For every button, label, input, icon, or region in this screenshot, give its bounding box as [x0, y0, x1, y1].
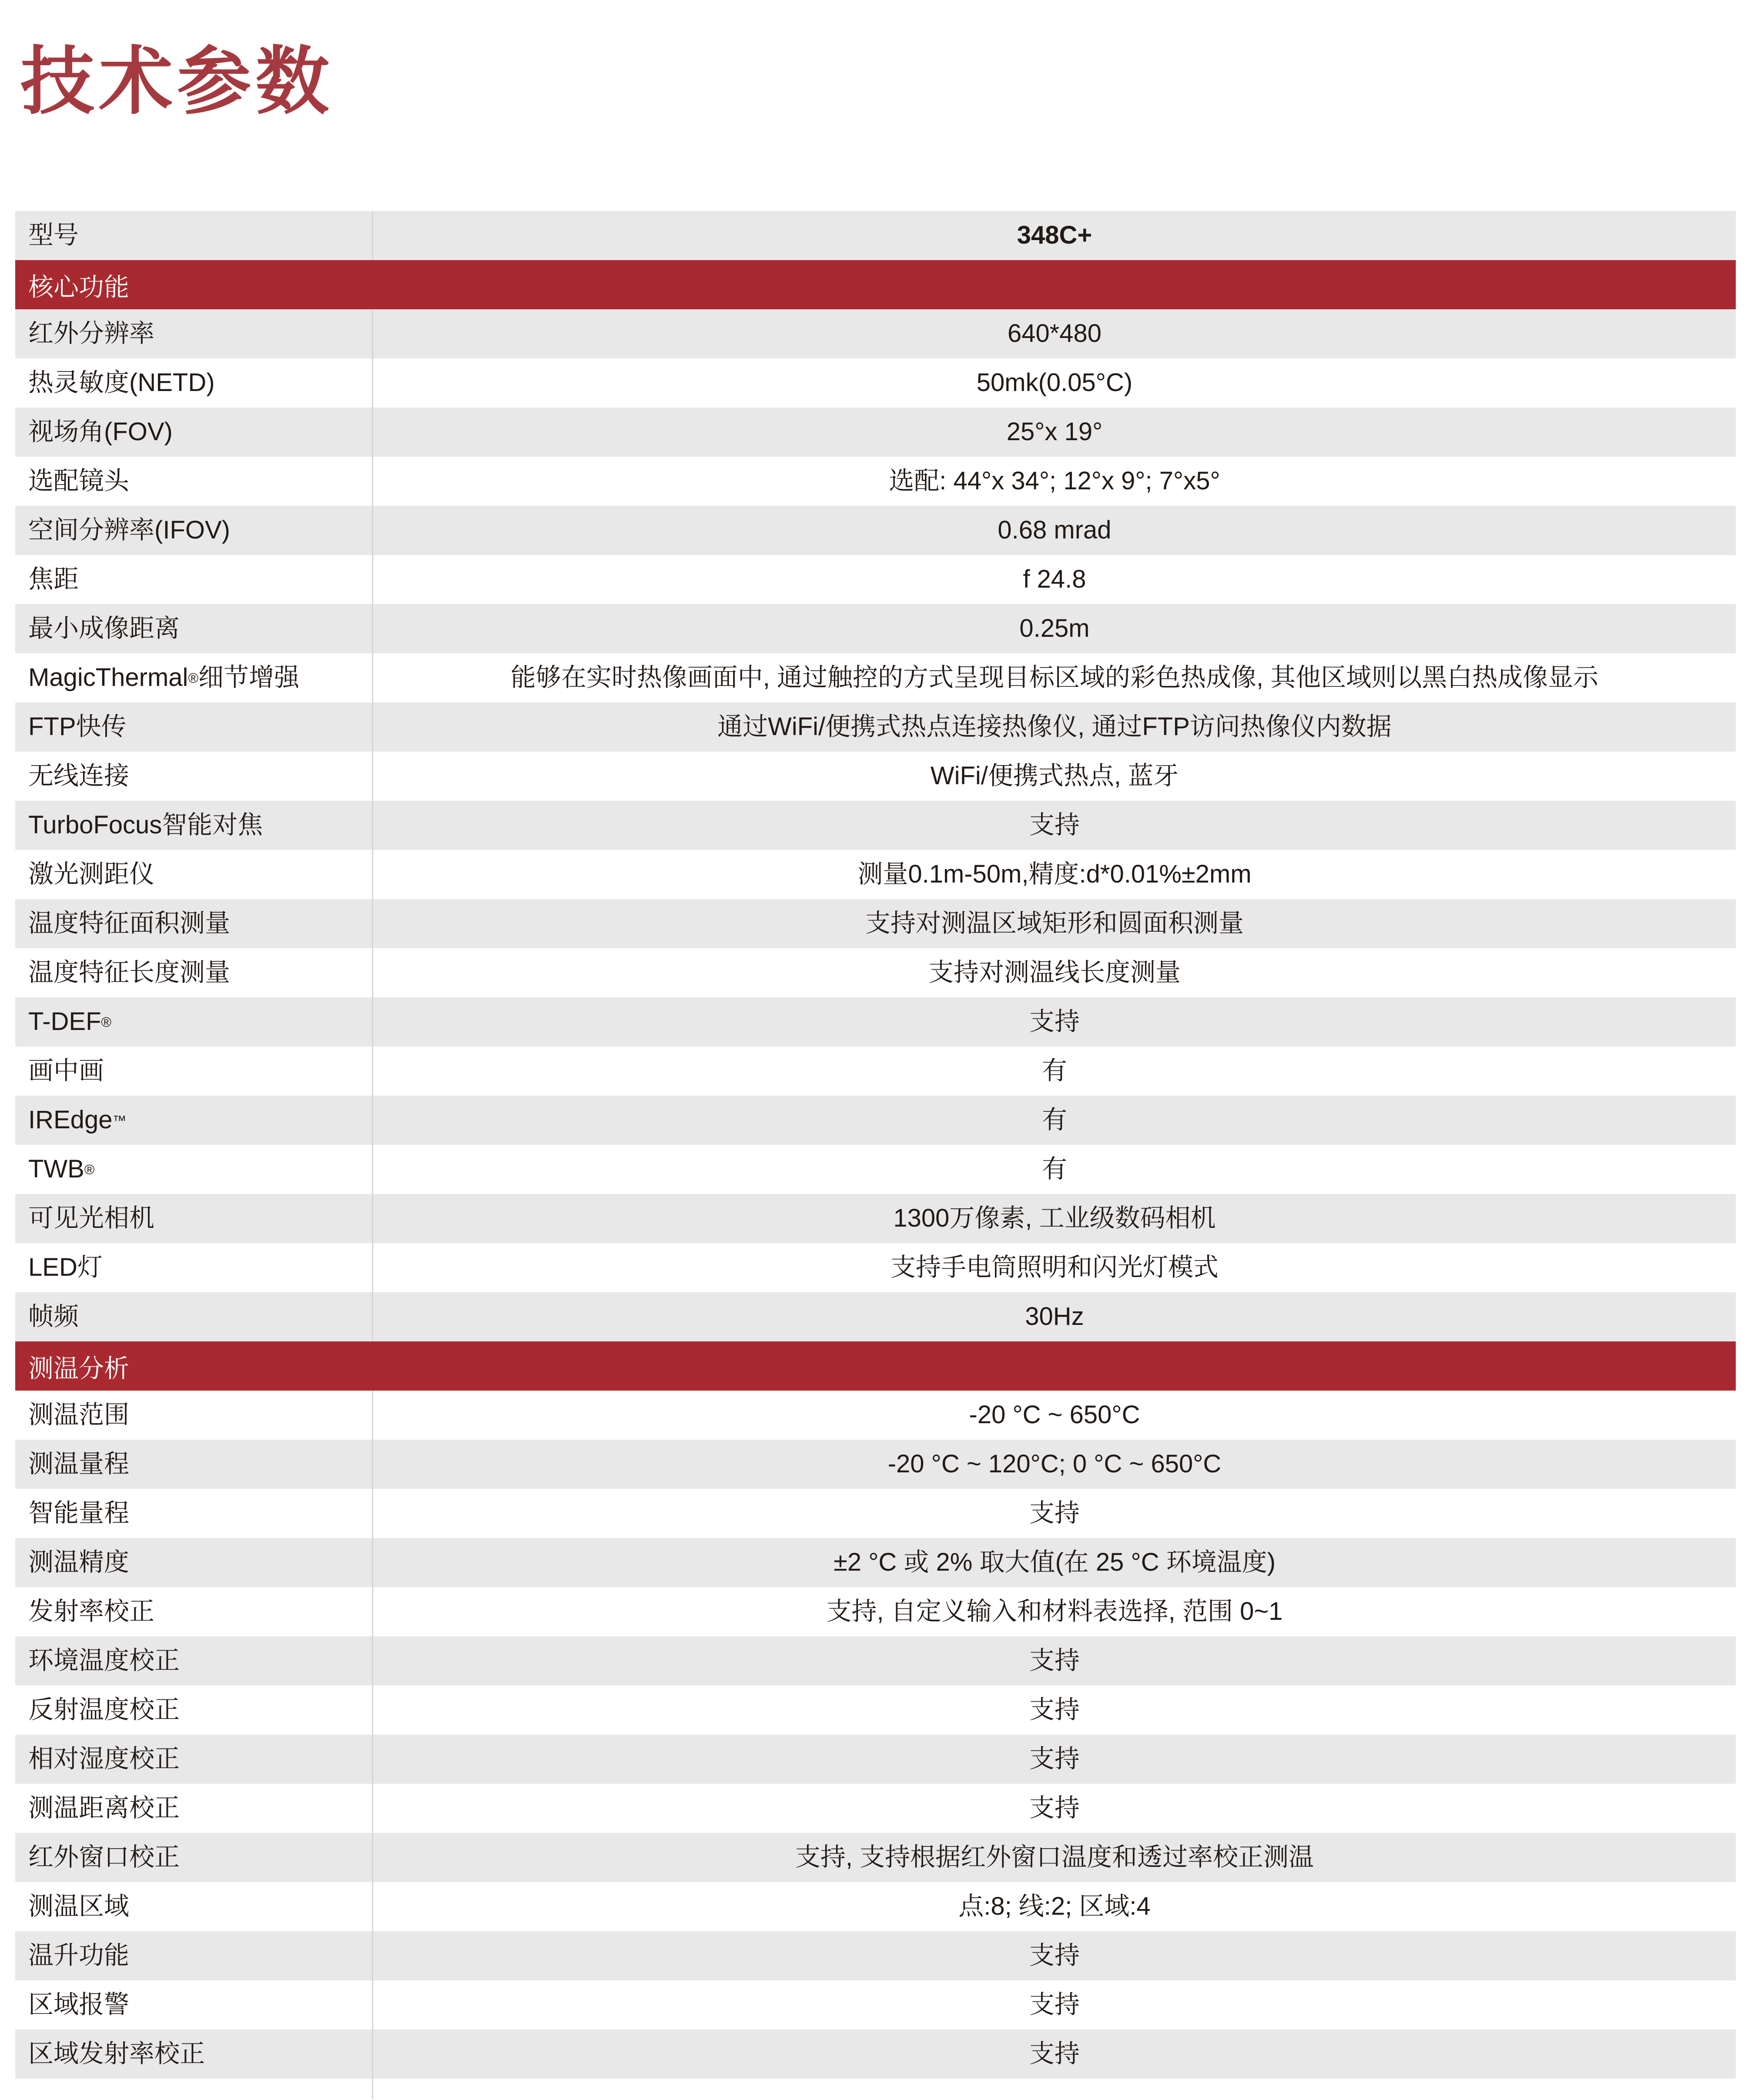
spec-value: 有: [1041, 1155, 1067, 1184]
spec-label: 红外分辨率: [15, 309, 373, 358]
spec-value: 支持手电筒照明和闪光灯模式: [890, 1253, 1219, 1282]
spec-label: 环境温度校正: [15, 1636, 373, 1685]
spec-label: 帧频: [15, 1292, 373, 1341]
table-row: [15, 2030, 1736, 2079]
spec-label: 选配镜头: [15, 457, 373, 506]
table-row: [15, 1145, 1736, 1194]
table-row: [15, 702, 1736, 752]
section-header-label: 测温分析: [28, 1354, 130, 1383]
table-row: [15, 1047, 1736, 1096]
spec-label: 温升功能: [15, 1931, 373, 1980]
spec-label: 温度特征面积测量: [15, 899, 373, 948]
spec-value: 能够在实时热像画面中, 通过触控的方式呈现目标区域的彩色热成像, 其他区域则以黑白热成像显示: [510, 663, 1599, 692]
spec-value: 支持: [1029, 1745, 1080, 1773]
table-row: [15, 1735, 1736, 1784]
table-row: [15, 358, 1736, 408]
spec-label: 画中画: [15, 1047, 373, 1096]
table-row: [15, 408, 1736, 457]
table-row: [15, 1833, 1736, 1882]
spec-value: 通过WiFi/便携式热点连接热像仪, 通过FTP访问热像仪内数据: [717, 712, 1392, 741]
spec-label: 无线连接: [15, 752, 373, 801]
spec-value: 支持: [1029, 1499, 1080, 1528]
spec-value: 点:8; 线:2; 区域:4: [958, 1892, 1151, 1921]
spec-label: LED灯: [15, 1243, 373, 1292]
table-row: [15, 1784, 1736, 1833]
spec-label: 测温距离校正: [15, 1784, 373, 1833]
spec-value: 支持: [1029, 1990, 1080, 2019]
spec-label: IREdge ™: [15, 1096, 373, 1145]
spec-value: 选配: 44°x 34°; 12°x 9°; 7°x5°: [889, 467, 1220, 495]
spec-value: 支持对测温区域矩形和圆面积测量: [865, 909, 1244, 938]
table-row-partial: [15, 2079, 1736, 2099]
spec-label: FTP快传: [15, 702, 373, 752]
spec-value: 0.25m: [1019, 614, 1090, 643]
table-row: [15, 604, 1736, 653]
spec-label: 空间分辨率(IFOV): [15, 506, 373, 555]
table-row: [15, 1243, 1736, 1292]
spec-label: 区域报警: [15, 1980, 373, 2030]
table-row: [15, 899, 1736, 948]
table-row: [15, 1685, 1736, 1735]
spec-value: f 24.8: [1023, 565, 1086, 594]
spec-value: 有: [1041, 1057, 1067, 1085]
spec-label: MagicThermal ® 细节增强: [15, 653, 373, 702]
table-row: [15, 1391, 1736, 1440]
spec-value: 支持, 自定义输入和材料表选择, 范围 0~1: [826, 1597, 1283, 1626]
spec-label: 可见光相机: [15, 1194, 373, 1243]
table-row: [15, 1489, 1736, 1538]
page-title: 技术参数: [20, 40, 334, 123]
table-row: [15, 555, 1736, 604]
spec-label: 焦距: [15, 555, 373, 604]
spec-label: 测温范围: [15, 1391, 373, 1440]
spec-value: 支持: [1029, 1007, 1080, 1036]
spec-value: 支持: [1029, 1646, 1080, 1675]
spec-table: [15, 211, 1736, 2099]
section-header-row: [15, 1341, 1736, 1391]
table-row: [15, 948, 1736, 997]
spec-label: 视场角(FOV): [15, 408, 373, 457]
table-row: [15, 1636, 1736, 1685]
spec-value: 支持: [1029, 811, 1080, 839]
table-row: [15, 457, 1736, 506]
spec-value: 测量0.1m-50m,精度:d*0.01%±2mm: [857, 860, 1252, 889]
spec-label: 热灵敏度(NETD): [15, 358, 373, 408]
table-row: [15, 752, 1736, 801]
spec-value: 30Hz: [1025, 1302, 1084, 1331]
spec-label: 反射温度校正: [15, 1685, 373, 1735]
spec-value: 支持: [1029, 1695, 1080, 1724]
spec-value: 0.68 mrad: [998, 516, 1112, 545]
spec-value: 有: [1041, 1106, 1067, 1134]
table-row: [15, 1292, 1736, 1341]
table-row: [15, 1194, 1736, 1243]
spec-value: 348C+: [1017, 221, 1092, 250]
spec-value: 支持: [1029, 1794, 1080, 1822]
spec-value: 25°x 19°: [1006, 418, 1103, 446]
table-row: [15, 1980, 1736, 2030]
table-row: [15, 1931, 1736, 1980]
spec-label: 测温区域: [15, 1882, 373, 1931]
spec-value: 支持对测温线长度测量: [928, 958, 1181, 987]
spec-value-empty: [373, 2079, 1736, 2099]
table-row: [15, 1096, 1736, 1145]
spec-value: 支持, 支持根据红外窗口温度和透过率校正测温: [795, 1843, 1314, 1872]
spec-value: 1300万像素, 工业级数码相机: [893, 1204, 1216, 1233]
table-row: [15, 1587, 1736, 1636]
spec-label: TurboFocus智能对焦: [15, 801, 373, 850]
section-header-row: [15, 260, 1736, 309]
spec-value: 640*480: [1007, 319, 1102, 348]
spec-value: -20 °C ~ 120°C; 0 °C ~ 650°C: [887, 1450, 1222, 1478]
table-row: [15, 997, 1736, 1047]
spec-value: 支持: [1029, 2040, 1080, 2068]
spec-value: 50mk(0.05°C): [976, 368, 1133, 397]
table-row: [15, 653, 1736, 702]
spec-label: 激光测距仪: [15, 850, 373, 899]
spec-value: 支持: [1029, 1941, 1080, 1970]
table-row: [15, 1538, 1736, 1587]
spec-label: 红外窗口校正: [15, 1833, 373, 1882]
section-header-label: 核心功能: [28, 273, 130, 301]
spec-value: -20 °C ~ 650°C: [969, 1401, 1140, 1429]
spec-label: 测温量程: [15, 1440, 373, 1489]
spec-label: 测温精度: [15, 1538, 373, 1587]
spec-label: 区域发射率校正: [15, 2030, 373, 2079]
spec-label: T-DEF ®: [15, 997, 373, 1047]
spec-value: WiFi/便携式热点, 蓝牙: [930, 762, 1179, 790]
table-row: [15, 801, 1736, 850]
spec-label: 相对湿度校正: [15, 1735, 373, 1784]
table-row: [15, 506, 1736, 555]
spec-value: ±2 °C 或 2% 取大值(在 25 °C 环境温度): [833, 1548, 1276, 1577]
spec-label: 最小成像距离: [15, 604, 373, 653]
spec-label-empty: [15, 2079, 373, 2099]
spec-label: 型号: [15, 211, 373, 260]
table-row: [15, 850, 1736, 899]
table-row: [15, 309, 1736, 358]
table-row: [15, 211, 1736, 260]
spec-label: 温度特征长度测量: [15, 948, 373, 997]
spec-label: 智能量程: [15, 1489, 373, 1538]
spec-label: 发射率校正: [15, 1587, 373, 1636]
table-row: [15, 1440, 1736, 1489]
spec-label: TWB ®: [15, 1145, 373, 1194]
table-row: [15, 1882, 1736, 1931]
